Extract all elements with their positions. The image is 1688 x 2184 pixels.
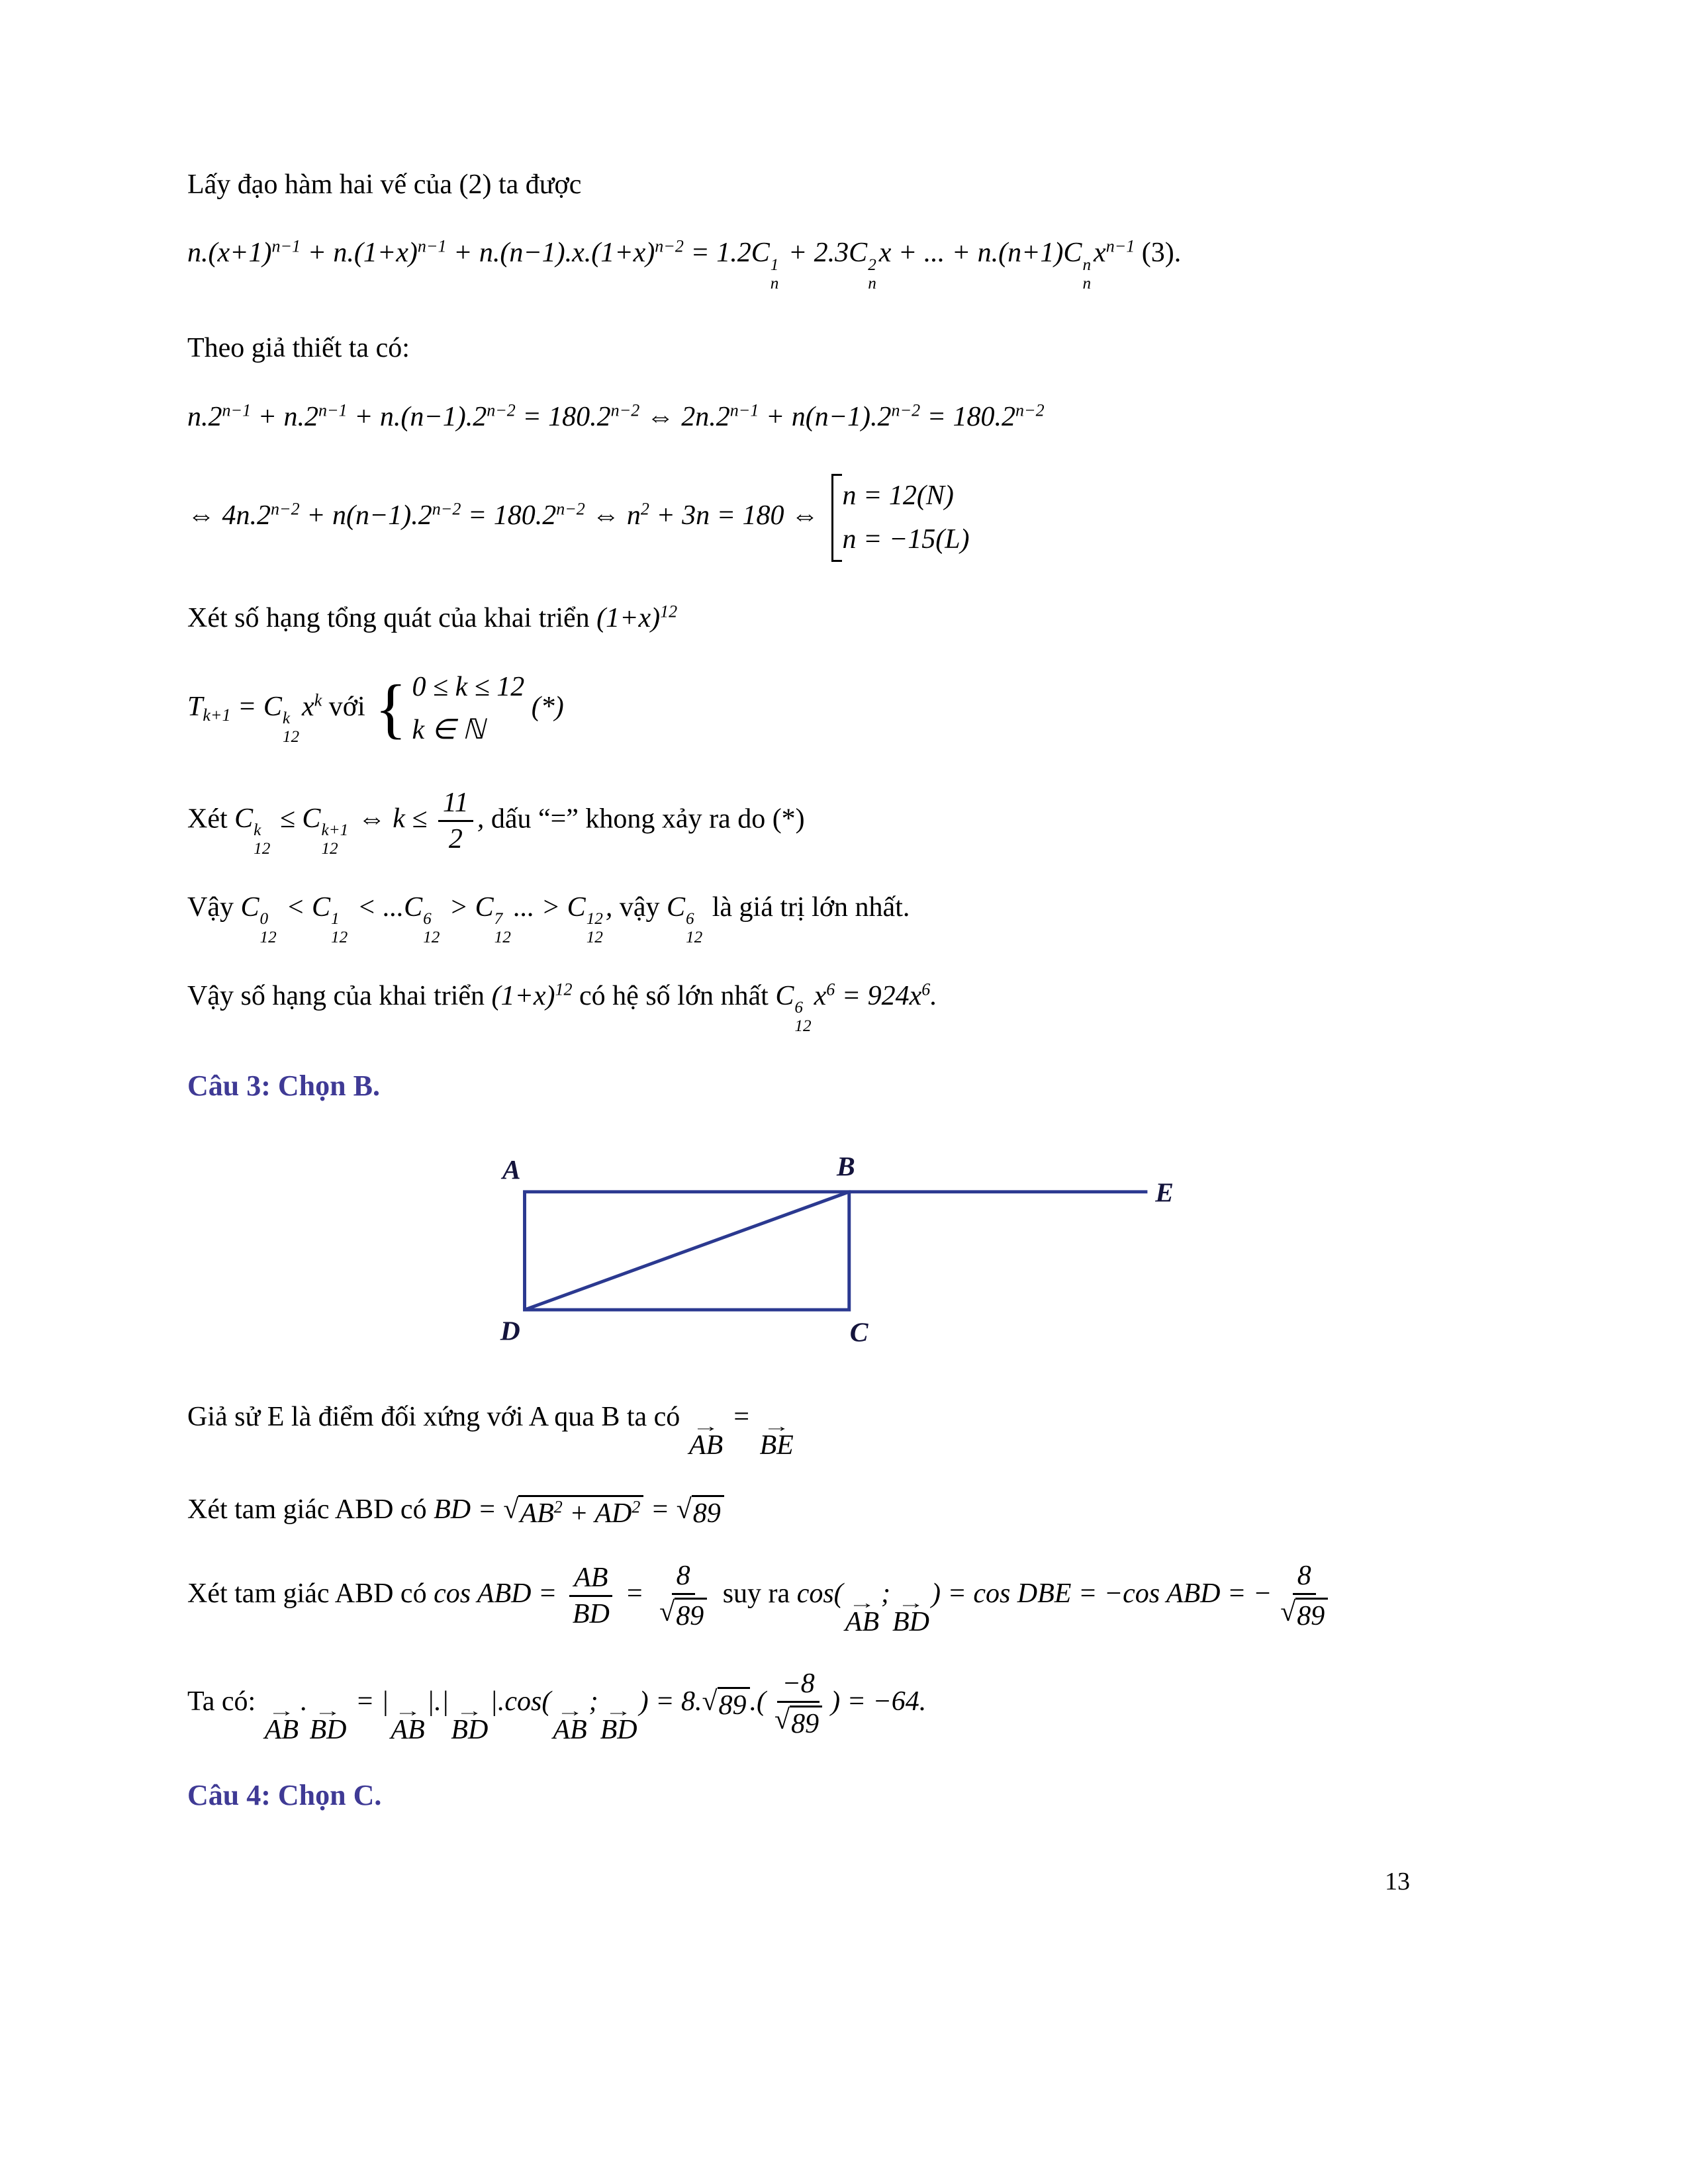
- text-run: Lấy đạo hàm hai vế của (2) ta được: [187, 169, 582, 200]
- formula-hypothesis-2: [187, 474, 1536, 562]
- label-a: A: [502, 1154, 521, 1185]
- text-run: Xét tam giác ABD có: [187, 1494, 434, 1525]
- text-run: có hệ số lớn nhất: [572, 980, 776, 1011]
- line-xet-tam-giac-2: [187, 1561, 1536, 1637]
- text-run: vậy: [612, 891, 667, 923]
- figure-canvas: [492, 1145, 1174, 1347]
- heading-cau-3: Câu 3: Chọn B.: [187, 1069, 380, 1102]
- line-vay-chain: [187, 889, 1536, 946]
- math-run: { 0 ≤ k ≤ 12 k ∈ ℕ (*): [375, 671, 564, 746]
- text-run: dấu “=” khong xảy ra do (*): [484, 803, 805, 834]
- line-take-derivative: [187, 167, 1536, 203]
- math-run: $n.2^{n-1} + n.2^{n-1} + n.(n-1).2^{n-2} = 180.2^{n-2}$ ⇔ $2n.2^{n-1} + n(n-1).2^{n-2} = 180.2^{n-2}$: [187, 400, 1045, 432]
- text-run: Vậy số hạng của khai triển: [187, 980, 492, 1011]
- equation-tag: (3).: [1135, 238, 1182, 269]
- math-run: cos ABD = $\frac{AB}{BD}$ = 8 √ 89: [434, 1578, 716, 1609]
- math-run: cos( → AB ; → BD ) = cos DBE = −cos ABD = − 8 √ 89: [797, 1578, 1337, 1609]
- line-ta-co: [187, 1668, 1536, 1745]
- math-run: → AB = → BE: [688, 1402, 794, 1461]
- math-run: $(1+x)^{12}$: [491, 979, 573, 1011]
- text-run: là giá trị lớn nhất.: [705, 891, 910, 923]
- math-run: C 6 12 $x^6 = 924x^6$.: [775, 979, 937, 1036]
- label-e: E: [1155, 1177, 1174, 1208]
- formula-hypothesis-1: [187, 399, 1536, 435]
- text-run: Xét tam giác ABD có: [187, 1578, 434, 1610]
- line-gia-su-e: [187, 1399, 1536, 1460]
- figure-rectangle-abcd: [492, 1145, 1536, 1357]
- text-run: suy ra: [716, 1578, 797, 1610]
- math-run: BD = √ $AB^2 + AD^2$ = √ 89: [434, 1494, 724, 1525]
- formula-general-term: [187, 669, 1536, 749]
- line-vay-conclusion: [187, 978, 1536, 1035]
- math-run: ⇔ $4n.2^{n-2} + n(n-1).2^{n-2} = 180.2^{n-2}$ ⇔ $n^2 + 3n = 180$ ⇔ n = 12(N) n = −15(L): [187, 500, 974, 531]
- heading-cau-4: Câu 4: Chọn C.: [187, 1779, 382, 1812]
- line-xet-tam-giac-1: [187, 1492, 1536, 1529]
- math-run: C 6 12: [667, 891, 703, 947]
- text-run: Vậy: [187, 891, 241, 923]
- math-run: → AB . → BD = | → AB |.| → BD |.cos( → AB ; → BD ) = 8. √ 89 .( −8 √ 89 ) = −64.: [264, 1668, 927, 1746]
- text-run: Ta có:: [187, 1686, 263, 1717]
- page-number: 13: [1385, 1868, 1410, 1895]
- math-run: $n.(x+1)^{n-1} + n.(1+x)^{n-1} + n.(n-1).x.(1+x)^{n-2} = 1.2C$ 1 n + 2.3C 2 n x + ... + n.(n+1)C n n $x^{n-1}$: [187, 237, 1135, 293]
- label-c: C: [849, 1316, 868, 1347]
- text-run: với: [322, 691, 373, 722]
- label-b: B: [836, 1150, 855, 1181]
- label-d: D: [500, 1315, 520, 1346]
- math-run: C k 12 ≤ C k+1 12 ⇔ k ≤ $\frac{11}{2}$ ,: [234, 787, 485, 858]
- math-run: C 0 12 < C 1 12 < ...C 6 12 > C 7 12 ... > C 12 12 ,: [240, 891, 613, 947]
- math-run: $T_{k+1} = C$ k 12 $x^k$: [187, 690, 322, 746]
- formula-equation-3: [187, 235, 1536, 292]
- line-xet-so-hang: [187, 600, 1536, 637]
- line-xet-inequality: [187, 788, 1536, 858]
- diagonal-db: [525, 1192, 849, 1310]
- text-run: Xét số hạng tổng quát của khai triển: [187, 603, 597, 634]
- math-run: $(1+x)^{12}$: [596, 602, 678, 634]
- text-run: Xét: [187, 803, 235, 834]
- line-theo-gia-thiet: [187, 330, 1536, 367]
- text-run: Giả sử E là điểm đối xứng với A qua B ta có: [187, 1402, 687, 1433]
- text-run: Theo giả thiết ta có:: [187, 333, 410, 364]
